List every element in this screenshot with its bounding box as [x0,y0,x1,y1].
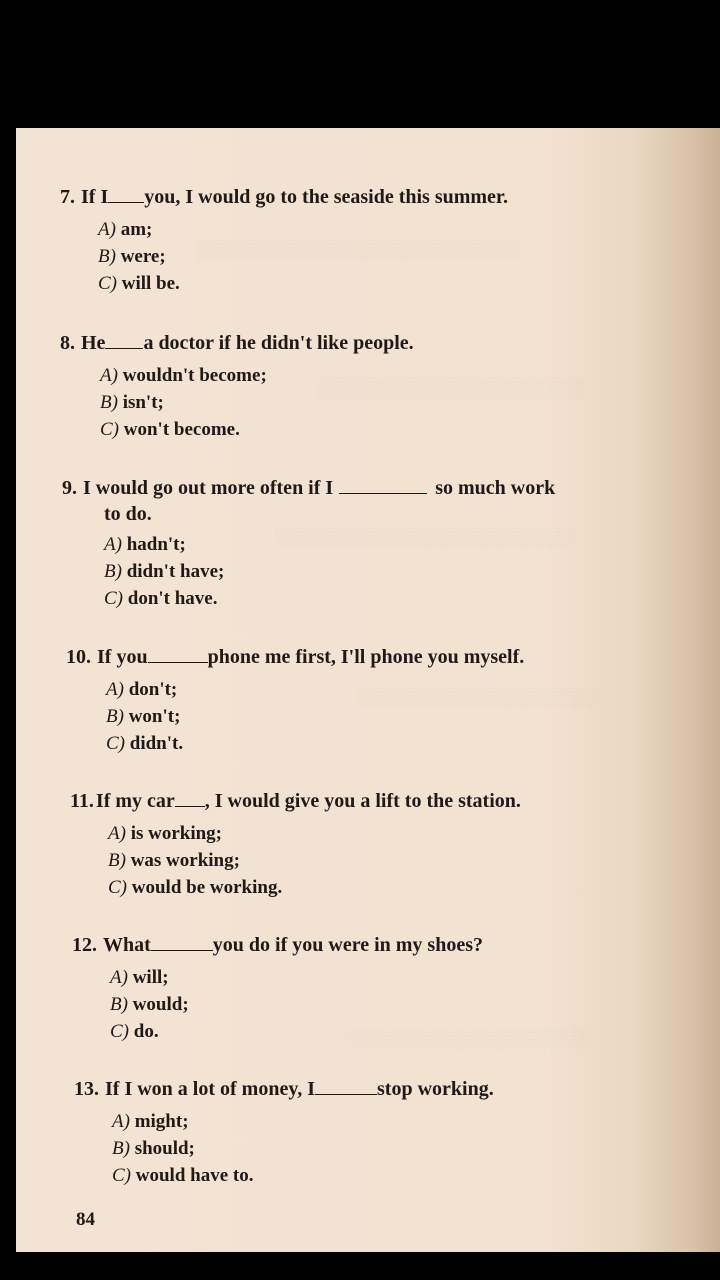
question-number: 12. [72,934,97,956]
option-c: C) do. [110,1021,159,1042]
stem-after-blank: , I would give you a lift to the station. [204,790,521,812]
bleed-through-text: ░░░░░░░░░░░░░░░░░░ [346,1028,589,1049]
stem-before-blank: What [103,934,151,956]
bleed-through-text: ░░░░░░░░░░░░░░░░░░░░░░░░ [196,240,520,261]
question-stem [74,1076,494,1102]
stem-after-blank: you, I would go to the seaside this summer. [144,186,508,208]
bleed-through-text: ░░░░░░░░░░░░░░░░░░ [356,688,599,709]
option-a: A) am; [98,219,153,240]
option-b: B) were; [98,246,166,267]
question-12 [72,932,483,1045]
page-number: 84 [76,1209,95,1230]
answer-blank [148,644,208,663]
answer-blank [339,475,427,494]
option-a: A) is working; [108,823,223,844]
stem-before-blank: If I won a lot of money, I [105,1078,316,1100]
option-c: C) would have to. [112,1165,254,1186]
option-c: C) didn't. [106,733,184,754]
option-a: A) don't; [106,679,178,700]
option-a: A) will; [110,967,169,988]
question-stem [72,932,483,958]
question-8 [60,330,414,443]
stem-before-blank: I would go out more often if I [83,477,334,499]
option-c: C) won't become. [100,419,240,440]
option-b: B) won't; [106,706,181,727]
option-b: B) should; [112,1138,195,1159]
stem-continuation: to do. [104,503,152,525]
question-number: 13. [74,1078,99,1100]
option-c: C) don't have. [104,588,218,609]
option-c: C) would be working. [108,877,283,898]
answer-blank [175,788,205,807]
question-10 [66,644,524,757]
option-b: B) isn't; [100,392,164,413]
question-stem [60,184,508,210]
answer-blank [105,330,143,349]
question-stem [62,475,555,501]
option-a: A) might; [112,1111,189,1132]
option-a: A) hadn't; [104,534,186,555]
stem-before-blank: If my car [95,790,175,812]
bleed-through-text: ░░░░░░░░░░░░░░░░░░░░ [316,378,586,399]
answer-blank [315,1076,377,1095]
stem-after-blank: phone me first, I'll phone you myself. [207,646,525,668]
option-a: A) wouldn't become; [100,365,267,386]
stem-before-blank: He [81,332,106,354]
answer-blank [151,932,213,951]
book-page [16,128,720,1252]
answer-blank [108,184,144,203]
option-b: B) didn't have; [104,561,225,582]
stem-before-blank: If I [81,186,109,208]
stem-after-blank: a doctor if he didn't like people. [143,332,414,354]
stem-after-blank: stop working. [377,1078,494,1100]
question-stem [70,788,521,814]
question-7 [60,184,508,297]
stem-after-blank: you do if you were in my shoes? [212,934,484,956]
stem-before-blank: If you [97,646,148,668]
option-c: C) will be. [98,273,180,294]
question-number: 10. [66,646,91,668]
question-number: 9. [62,477,77,499]
question-number: 11. [70,790,94,812]
option-b: B) would; [110,994,189,1015]
question-number: 7. [60,186,75,208]
option-b: B) was working; [108,850,240,871]
question-stem [66,644,524,670]
question-13 [74,1076,494,1189]
question-9 [62,475,555,612]
question-number: 8. [60,332,75,354]
bleed-through-text: ░░░░░░░░░░░░░░░░░░░░░░ [276,528,573,549]
question-11 [70,788,521,901]
question-stem [60,330,414,356]
stem-after-blank: so much work [435,477,556,499]
